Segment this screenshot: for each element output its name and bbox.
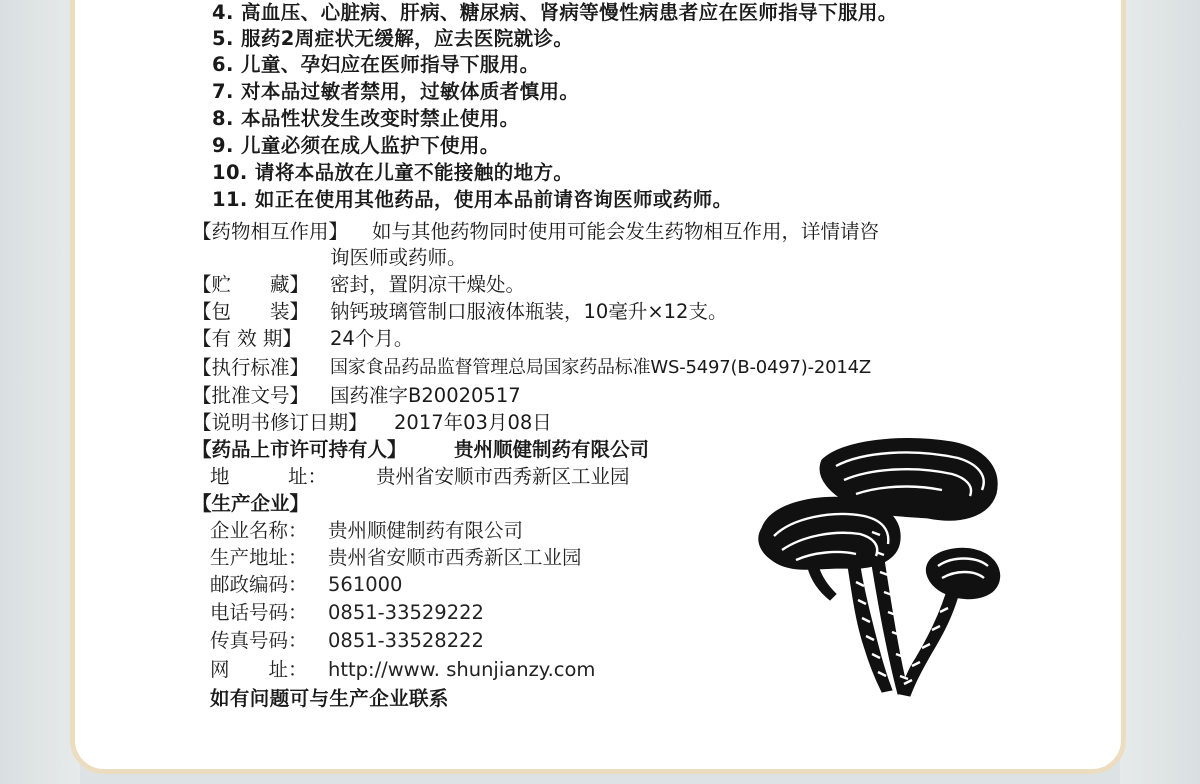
lingzhi-mushroom-icon [752,432,1010,704]
postal-code-value: 561000 [328,573,403,596]
package-value: 钠钙玻璃管制口服液体瓶装，10毫升×12支。 [330,300,728,323]
revision-date-value: 2017年03月08日 [394,411,552,434]
postal-code-key: 邮政编码： [210,573,308,596]
approval-number: 国药准字B20020517 [330,384,521,407]
precaution-item: 6. 儿童、孕妇应在医师指导下服用。 [212,53,540,76]
precaution-item: 8. 本品性状发生改变时禁止使用。 [212,107,520,130]
storage-value: 密封，置阴凉干燥处。 [330,273,526,296]
interaction-value: 如与其他药物同时使用可能会发生药物相互作用，详情请咨 [372,220,880,243]
holder-address-value: 贵州省安顺市西秀新区工业园 [376,465,630,488]
postal-code-row [210,572,402,598]
fax-row [210,628,484,654]
manufacturer-name-value: 贵州顺健制药有限公司 [328,519,524,542]
approval-label: 【批准文号】 [192,384,310,407]
manufacturer-address-key: 生产地址： [210,546,308,569]
website-key: 网 址： [210,658,308,681]
phone-key: 电话号码： [210,601,308,624]
precaution-item: 11. 如正在使用其他药品，使用本品前请咨询医师或药师。 [212,188,733,211]
license-holder-value: 贵州顺健制药有限公司 [454,438,650,461]
precaution-item: 4. 高血压、心脏病、肝病、糖尿病、肾病等慢性病患者应在医师指导下服用。 [212,1,898,24]
validity-label: 【有 效 期】 [192,327,302,350]
fax-value: 0851-33528222 [328,629,484,652]
phone-row [210,600,484,626]
revision-date-label: 【说明书修订日期】 [192,411,368,434]
manufacturer-address-row [210,545,582,571]
package-label: 【包 装】 [192,300,310,323]
precaution-item: 5. 服药2周症状无缓解，应去医院就诊。 [212,27,574,50]
manufacturer-name-key: 企业名称： [210,519,308,542]
standard-label: 【执行标准】 [192,356,310,379]
standard-value: 国家食品药品监督管理总局国家药品标准WS-5497(B-0497)-2014Z [330,357,872,378]
website-link[interactable]: http://www. shunjianzy.com [328,658,596,681]
precaution-item: 10. 请将本品放在儿童不能接触的地方。 [212,161,574,184]
storage-label: 【贮 藏】 [192,273,310,296]
validity-value: 24个月。 [330,327,414,350]
license-holder-label: 【药品上市许可持有人】 [192,438,407,461]
holder-address-label: 地 址： [210,465,328,488]
manufacturer-label: 【生产企业】 [192,492,310,515]
interaction-label: 【药物相互作用】 [192,220,349,243]
contact-note: 如有问题可与生产企业联系 [210,687,449,710]
precaution-item: 9. 儿童必须在成人监护下使用。 [212,134,500,157]
fax-key: 传真号码： [210,629,308,652]
phone-value: 0851-33529222 [328,601,484,624]
website-row [210,657,595,683]
precaution-item: 7. 对本品过敏者禁用，过敏体质者慎用。 [212,80,580,103]
interaction-value-continued: 询医师或药师。 [330,246,467,269]
manufacturer-name-row [210,518,523,544]
manufacturer-address-value: 贵州省安顺市西秀新区工业园 [328,546,582,569]
